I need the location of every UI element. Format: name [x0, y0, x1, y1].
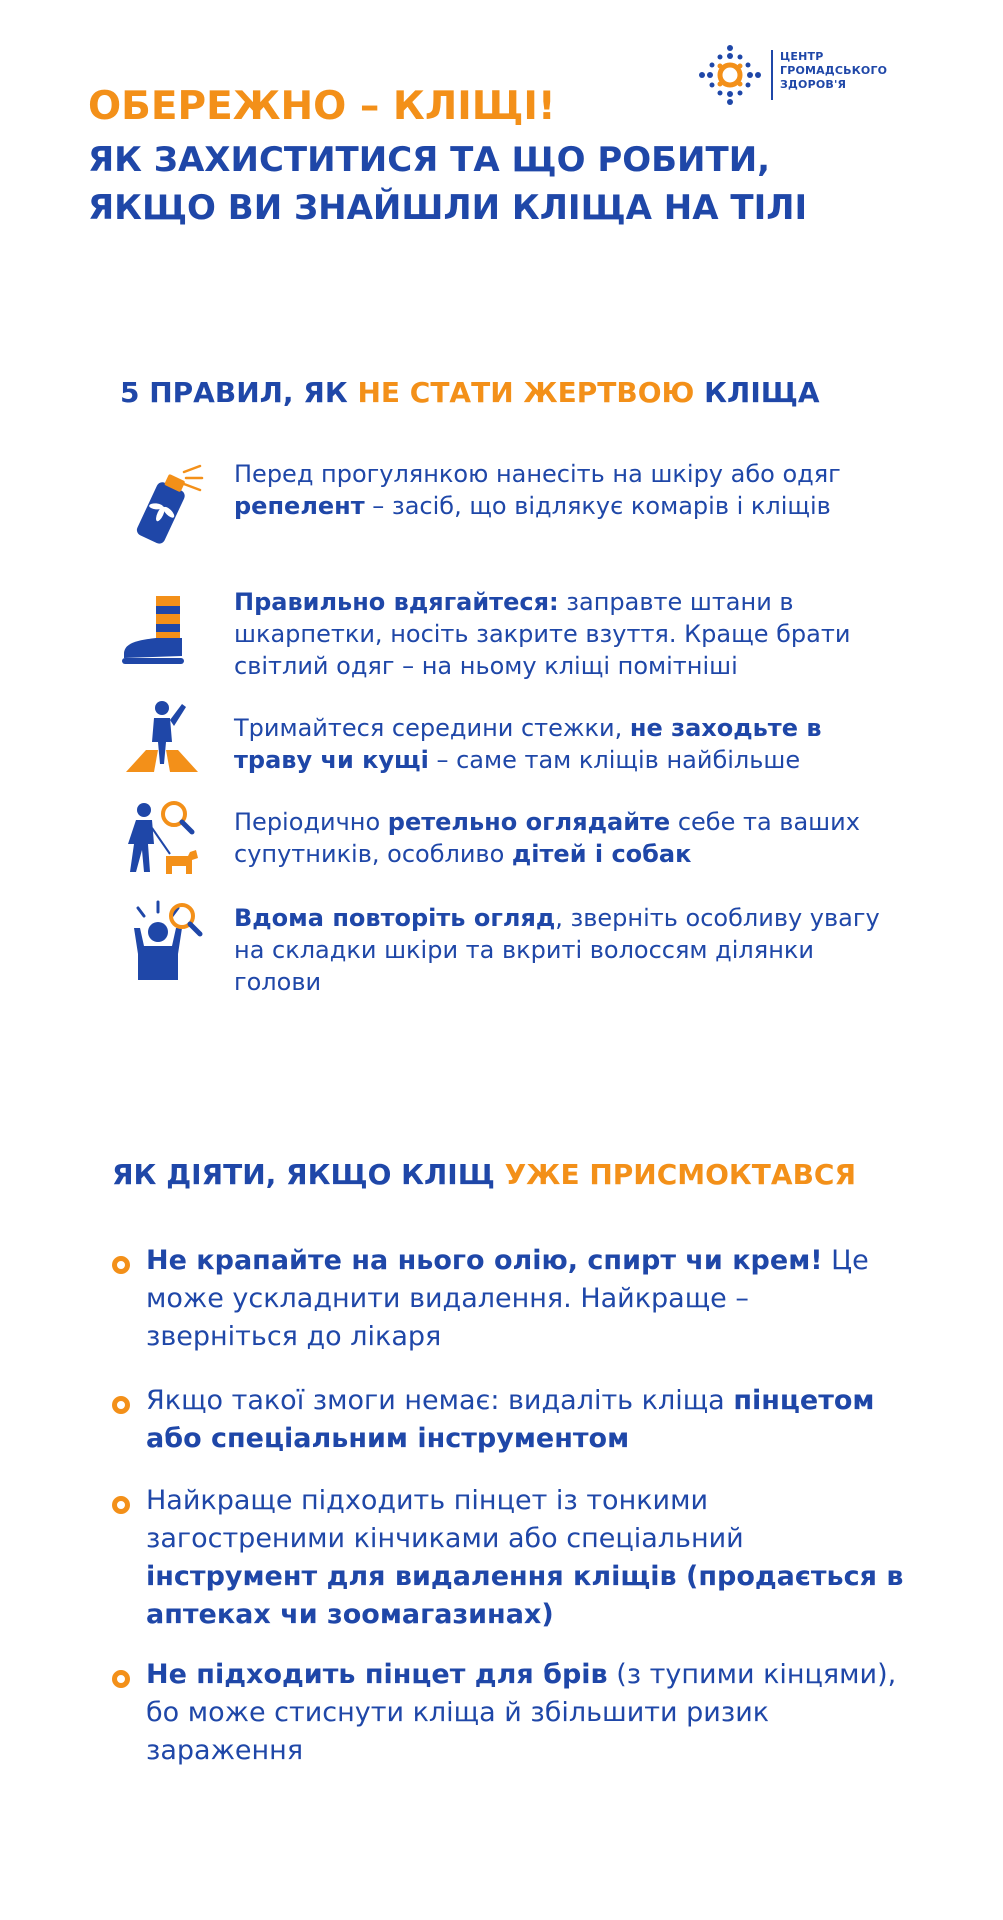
rules-title-highlight: НЕ СТАТИ ЖЕРТВОЮ [357, 376, 695, 409]
bullet-2-icon [112, 1396, 130, 1414]
steps-title-highlight: УЖЕ ПРИСМОКТАВСЯ [504, 1158, 857, 1191]
rule-1-text-bold: репелент [234, 492, 365, 520]
step-1-text-b: Це може ускладнити видалення. Найкраще – зверніться до лікаря [146, 1245, 869, 1352]
logo-divider [771, 50, 773, 100]
step-4-text-bold: Не підходить пінцет для брів [146, 1659, 608, 1690]
rule-1-text-b: – засіб, що відлякує комарів і кліщів [364, 492, 831, 520]
rule-4-text [234, 806, 894, 870]
rule-4-text-a: Періодично [234, 808, 388, 836]
rule-3-text-bold: не заходьте в траву чи кущі [234, 714, 822, 774]
bullet-4-icon [112, 1670, 130, 1688]
rules-title-part-1: 5 ПРАВИЛ, ЯК [120, 376, 358, 409]
rule-3-text-b: – саме там кліщів найбільше [428, 746, 801, 774]
page-subtitle: ЯК ЗАХИСТИТИСЯ ТА ЩО РОБИТИ, ЯКЩО ВИ ЗНАЙШЛИ КЛІЩА НА ТІЛІ [88, 140, 808, 228]
step-2-text-a: Якщо такої змоги немає: видаліть кліща [146, 1385, 734, 1416]
logo [698, 44, 888, 106]
rule-3-text-a: Тримайтеся середини стежки, [234, 714, 630, 742]
warning-title: ОБЕРЕЖНО – КЛІЩІ! [88, 84, 556, 129]
bullet-1-icon [112, 1256, 130, 1274]
bullet-3-icon [112, 1496, 130, 1514]
rule-1-text [234, 458, 894, 522]
rule-2-text-bold: Правильно вдягайтеся: [234, 588, 559, 616]
rule-3-text [234, 712, 894, 776]
rules-title-part-2: КЛІЩА [694, 376, 820, 409]
rule-5-text-b: , зверніть особливу увагу на складки шкіри та вкриті волоссям ділянки голови [234, 904, 880, 996]
rule-4-text-bold: ретельно оглядайте [387, 808, 671, 836]
rule-2-text-b: заправте штани в шкарпетки, носіть закрите взуття. Краще брати світлий одяг – на ньому кліщі помітніші [234, 588, 851, 680]
rule-1-text-a: Перед прогулянкою нанесіть на шкіру або одяг [234, 460, 841, 488]
sock-shoe-icon [120, 592, 204, 676]
step-3-text-a: Найкраще підходить пінцет із тонкими загостреними кінчиками або спеціальний [146, 1485, 744, 1554]
step-4-text [146, 1656, 906, 1770]
rule-4-text-bold-2: дітей і собак [511, 840, 692, 868]
home-check-icon [120, 898, 204, 982]
rule-2-text [234, 586, 894, 682]
step-2-text [146, 1382, 906, 1458]
step-3-text-bold: інструмент для видалення кліщів (продається в аптеках чи зоомагазинах) [146, 1561, 904, 1630]
step-2-text-bold: пінцетом або спеціальним інструментом [146, 1385, 875, 1454]
public-health-center-logo-icon [698, 44, 762, 106]
path-walker-icon [120, 698, 204, 782]
rule-5-text [234, 902, 894, 998]
rule-5-text-bold: Вдома повторіть огляд [234, 904, 556, 932]
step-1-text-bold: Не крапайте на нього олію, спирт чи крем! [146, 1245, 823, 1276]
step-1-text [146, 1242, 906, 1356]
rule-4-text-b: себе та ваших супутників, особливо [234, 808, 860, 868]
step-3-text [146, 1482, 906, 1634]
steps-title-part-1: ЯК ДІЯТИ, ЯКЩО КЛІЩ [112, 1158, 505, 1191]
logo-wordmark: ЦЕНТР ГРОМАДСЬКОГО ЗДОРОВ'Я [780, 50, 888, 91]
steps-section-title [112, 1158, 856, 1191]
inspect-dog-icon [120, 798, 204, 882]
repellent-spray-icon [120, 462, 204, 546]
rules-section-title [120, 376, 820, 409]
step-4-text-b: (з тупими кінцями), бо може стиснути кліща й збільшити ризик зараження [146, 1659, 897, 1766]
